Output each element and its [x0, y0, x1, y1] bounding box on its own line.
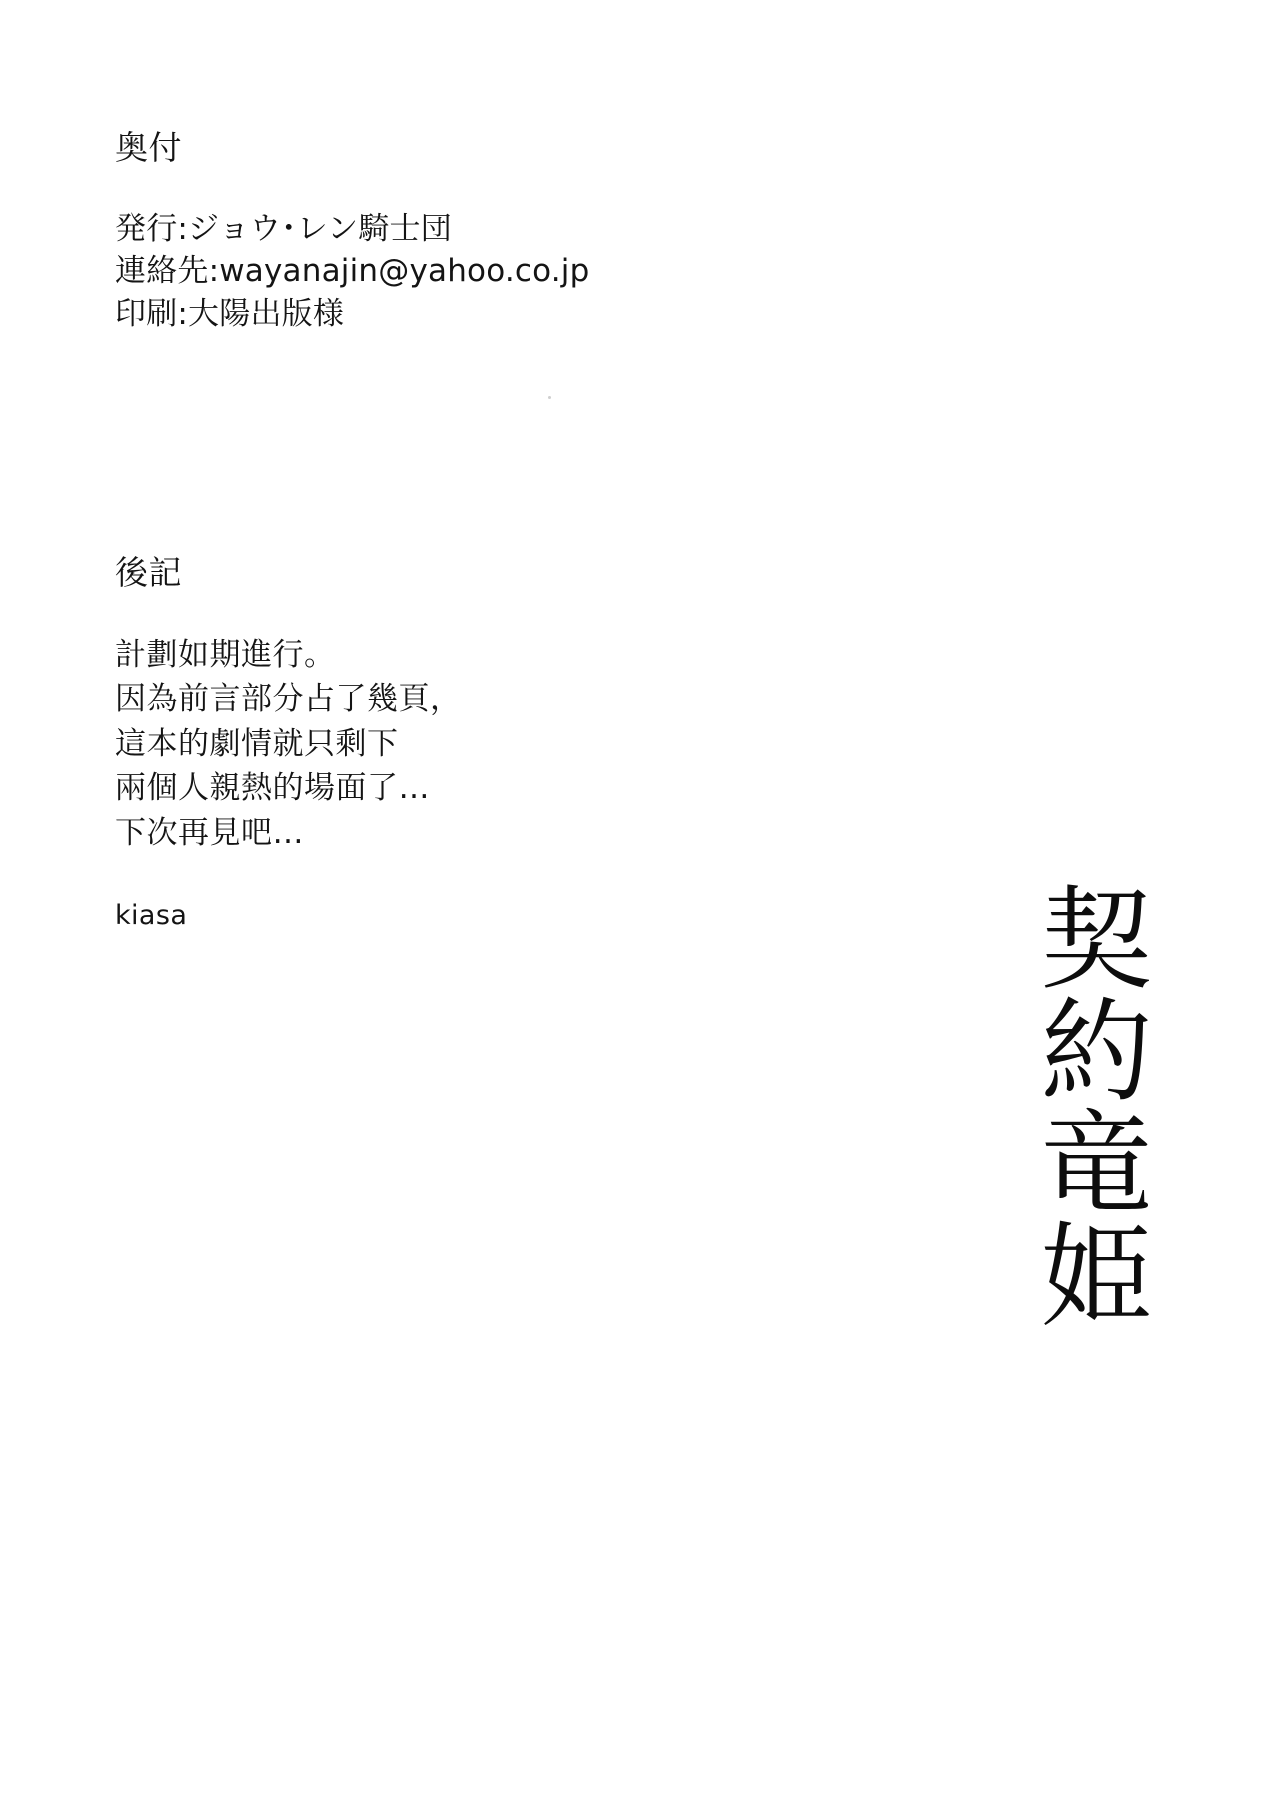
colophon-line-contact: 連絡先:wayanajin@yahoo.co.jp [115, 253, 590, 290]
afterword-line-1: 計劃如期進行。 [115, 636, 336, 673]
afterword-line-3: 這本的劇情就只剩下 [115, 725, 399, 762]
afterword-body [115, 633, 815, 856]
afterword-heading: 後記 [115, 553, 182, 592]
colophon-heading: 奥付 [115, 128, 182, 167]
author-signature: kiasa [115, 899, 188, 931]
colophon-line-printer: 印刷:大陽出版様 [115, 296, 345, 333]
afterword-line-4: 兩個人親熱的場面了… [115, 770, 430, 807]
colophon-body [115, 208, 815, 336]
afterword-line-5: 下次再見吧… [115, 815, 304, 852]
afterword-line-2: 因為前言部分占了幾頁， [115, 681, 462, 718]
vertical-title: 契約竜姫 [1022, 880, 1152, 1328]
colophon-section [115, 128, 815, 336]
colophon-line-publisher: 発行:ジョウ･レン騎士団 [115, 210, 452, 247]
afterword-section [115, 553, 815, 931]
page-speck [548, 396, 551, 399]
